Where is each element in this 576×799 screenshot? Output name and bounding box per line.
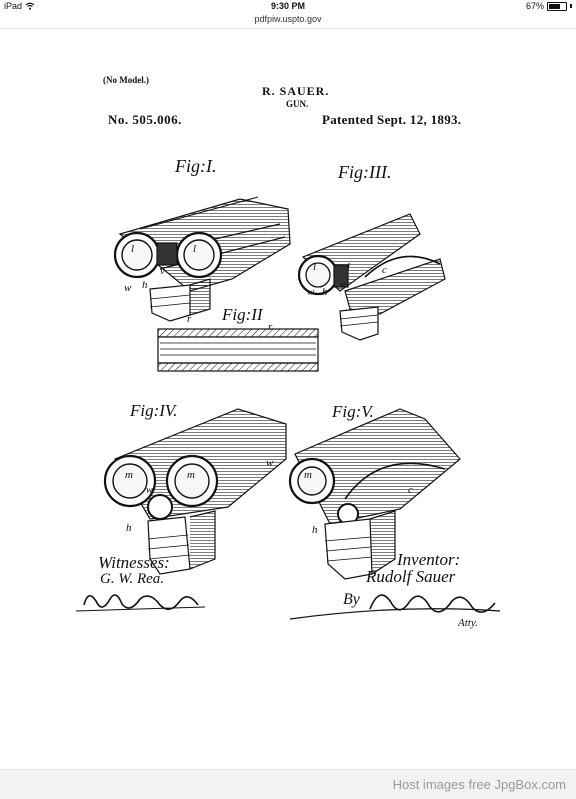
ref-letter: w: [307, 286, 315, 298]
fig-5-label: Fig:V.: [332, 402, 374, 421]
patent-subject: GUN.: [286, 99, 309, 109]
ref-letter: c: [382, 264, 387, 276]
patent-number: No. 505.006.: [108, 112, 182, 127]
status-bar: [0, 0, 576, 14]
patent-date: Patented Sept. 12, 1893.: [322, 112, 462, 127]
battery-level: [549, 4, 560, 9]
by-label: By: [343, 591, 360, 608]
clock: 9:30 PM: [270, 1, 305, 11]
ref-letter: h: [126, 522, 132, 534]
ref-letter: h: [322, 286, 328, 298]
battery-nub: [570, 4, 572, 8]
ref-letter: h: [142, 279, 148, 291]
device-name: iPad: [4, 1, 23, 11]
model-note: (No Model.): [103, 75, 149, 85]
ref-letter: h: [312, 524, 318, 536]
address-bar[interactable]: [0, 14, 576, 28]
ref-letter: r: [268, 321, 273, 333]
figure-1: [115, 197, 290, 321]
ref-letter: v: [160, 265, 165, 277]
ref-letter: c: [408, 484, 413, 496]
patent-inventor-header: R. SAUER.: [262, 84, 330, 98]
footer-bar: [0, 769, 576, 799]
ref-letter: l: [347, 261, 351, 273]
inventor-name: Rudolf Sauer: [366, 567, 456, 586]
witnesses-label: Witnesses:: [98, 553, 170, 572]
figure-4: [105, 409, 286, 574]
attorney-suffix: Atty.: [458, 617, 478, 629]
fig-1-label: Fig:I.: [175, 156, 217, 176]
battery-icon: [547, 2, 567, 11]
ref-letter: m: [125, 469, 133, 481]
url-text: pdfpiw.uspto.gov: [254, 14, 322, 24]
ref-letter: l: [313, 261, 317, 273]
ref-letter: w: [146, 485, 153, 496]
status-right: [526, 1, 572, 11]
ref-letter: l: [193, 243, 197, 255]
inventor-label: Inventor:: [397, 550, 461, 569]
ref-letter: w: [266, 457, 274, 469]
witness-1-name: G. W. Rea.: [100, 571, 165, 587]
ref-letter: w: [124, 282, 132, 294]
fig-2-label: Fig:II: [222, 305, 263, 324]
battery-percent: 67%: [525, 1, 544, 11]
patent-drawing: [0, 29, 576, 769]
fig-3-label: Fig:III.: [338, 162, 392, 182]
figure-3: [299, 214, 445, 340]
ref-letter: m: [304, 469, 312, 481]
watermark-text: Host images free JpgBox.com: [392, 777, 566, 792]
ref-letter: l: [131, 243, 135, 255]
fig-4-label: Fig:IV.: [130, 401, 178, 420]
figure-2: [158, 329, 318, 371]
ref-letter: v: [340, 279, 345, 291]
ref-letter: m: [187, 469, 195, 481]
ref-letter: r: [187, 313, 192, 325]
witness-2-signature: [76, 595, 205, 611]
attorney-signature: [290, 595, 500, 619]
patent-document: [0, 29, 576, 769]
